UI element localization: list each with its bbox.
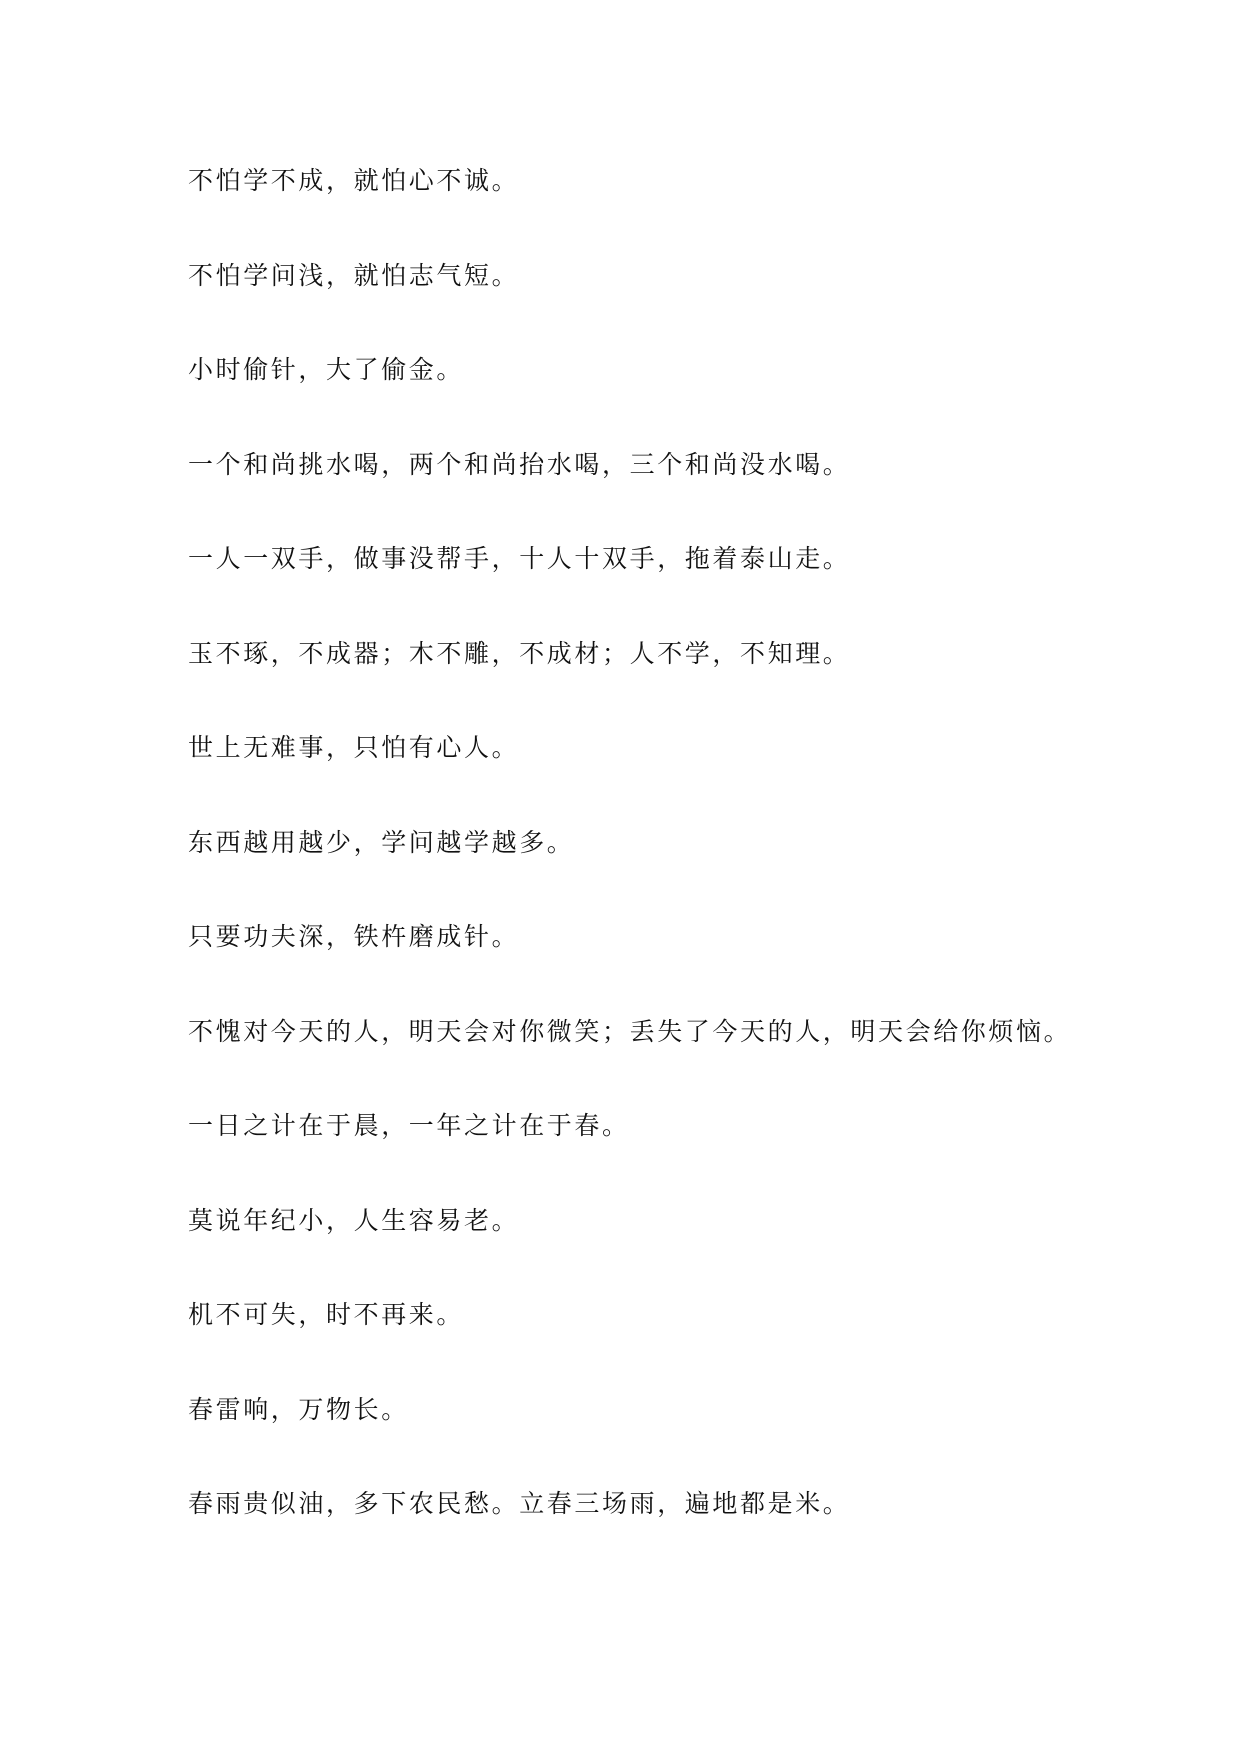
- proverb-line: 一人一双手，做事没帮手，十人十双手，拖着泰山走。: [188, 544, 851, 573]
- proverb-line: 春雨贵似油，多下农民愁。立春三场雨，遍地都是米。: [188, 1489, 851, 1518]
- proverb-line: 春雷响，万物长。: [188, 1394, 409, 1424]
- proverb-line: 只要功夫深，铁杵磨成针。: [188, 922, 520, 951]
- proverb-line: 东西越用越少，学问越学越多。: [188, 827, 575, 857]
- proverb-line: 一日之计在于晨，一年之计在于春。: [188, 1111, 630, 1140]
- proverb-line: 一个和尚挑水喝，两个和尚抬水喝，三个和尚没水喝。: [188, 449, 851, 479]
- proverb-line: 莫说年纪小，人生容易老。: [188, 1205, 520, 1235]
- proverb-line: 不怕学不成，就怕心不诚。: [188, 166, 520, 195]
- proverb-line: 小时偷针，大了偷金。: [188, 355, 465, 384]
- proverb-list: [188, 163, 1188, 1581]
- proverb-line: 不愧对今天的人，明天会对你微笑；丢失了今天的人，明天会给你烦恼。: [188, 1016, 1072, 1046]
- proverb-line: 世上无难事，只怕有心人。: [188, 733, 520, 762]
- proverb-line: 玉不琢，不成器；木不雕，不成材；人不学，不知理。: [188, 638, 851, 668]
- proverb-line: 机不可失，时不再来。: [188, 1300, 465, 1329]
- proverb-line: 不怕学问浅，就怕志气短。: [188, 260, 520, 290]
